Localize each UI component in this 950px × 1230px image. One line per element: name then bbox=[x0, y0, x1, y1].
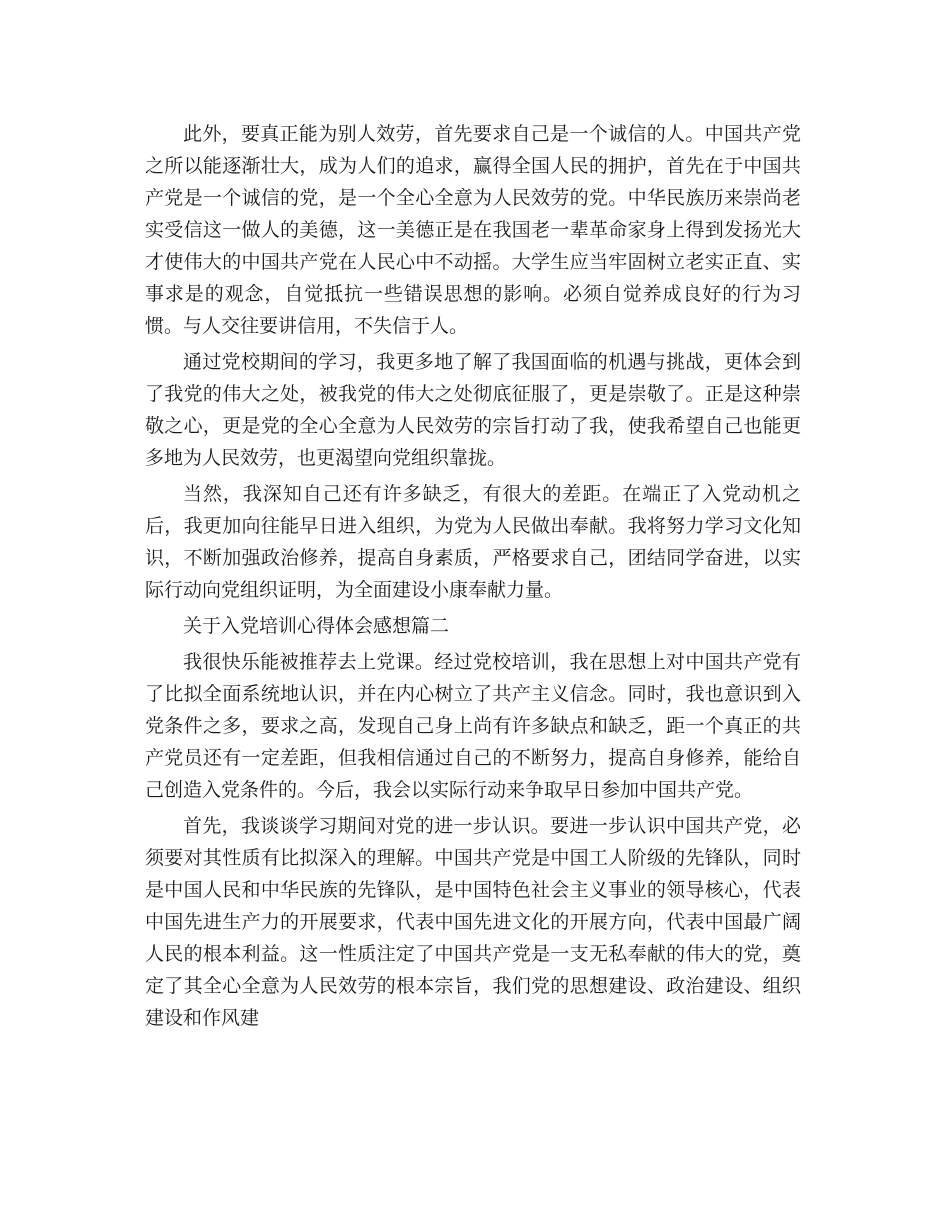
paragraph-party-class: 我很快乐能被推荐去上党课。经过党校培训，我在思想上对中国共产党有了比拟全面系统地认识，并在内心树立了共产主义信念。同时，我也意识到入党条件之多，要求之高，发现自己身上尚有许多缺点和缺乏，距一个真正的共产党员还有一定差距，但我相信通过自己的不断努力，提高自身修养，能给自己创造入党条件的。今后，我会以实际行动来争取早日参加中国共产党。 bbox=[145, 651, 801, 801]
paragraph-honesty: 此外，要真正能为别人效劳，首先要求自己是一个诚信的人。中国共产党之所以能逐渐壮大，成为人们的追求，赢得全国人民的拥护，首先在于中国共产党是一个诚信的党，是一个全心全意为人民效劳的党。中华民族历来崇尚老实受信这一做人的美德，这一美德正是在我国老一辈革命家身上得到发扬光大才使伟大的中国共产党在人民心中不动摇。大学生应当牢固树立老实正直、实事求是的观念，自觉抵抗一些错误思想的影响。必须自觉养成良好的行为习惯。与人交往要讲信用，不失信于人。 bbox=[145, 123, 801, 337]
paragraph-party-school-study: 通过党校期间的学习，我更多地了解了我国面临的机遇与挑战，更体会到了我党的伟大之处，被我党的伟大之处彻底征服了，更是崇敬了。正是这种崇敬之心，更是党的全心全意为人民效劳的宗旨打动了我，使我希望自己也能更多地为人民效劳，也更渴望向党组织靠拢。 bbox=[145, 351, 801, 469]
paragraph-party-understanding: 首先，我谈谈学习期间对党的进一步认识。要进一步认识中国共产党，必须要对其性质有比拟深入的理解。中国共产党是中国工人阶级的先锋队，同时是中国人民和中华民族的先锋队，是中国特色社会主义事业的领导核心，代表中国先进生产力的开展要求，代表中国先进文化的开展方向，代表中国最广阔人民的根本利益。这一性质注定了中国共产党是一支无私奉献的伟大的党，奠定了其全心全意为人民效劳的根本宗旨，我们党的思想建设、政治建设、组织建设和作风建 bbox=[145, 815, 801, 1029]
paragraph-shortcomings: 当然，我深知自己还有许多缺乏，有很大的差距。在端正了入党动机之后，我更加向往能早日进入组织，为党为人民做出奉献。我将努力学习文化知识，不断加强政治修养，提高自身素质，严格要求自己，团结同学奋进，以实际行动向党组织证明，为全面建设小康奉献力量。 bbox=[145, 483, 801, 601]
section-title: 关于入党培训心得体会感想篇二 bbox=[183, 615, 450, 637]
document-page bbox=[145, 118, 801, 1038]
